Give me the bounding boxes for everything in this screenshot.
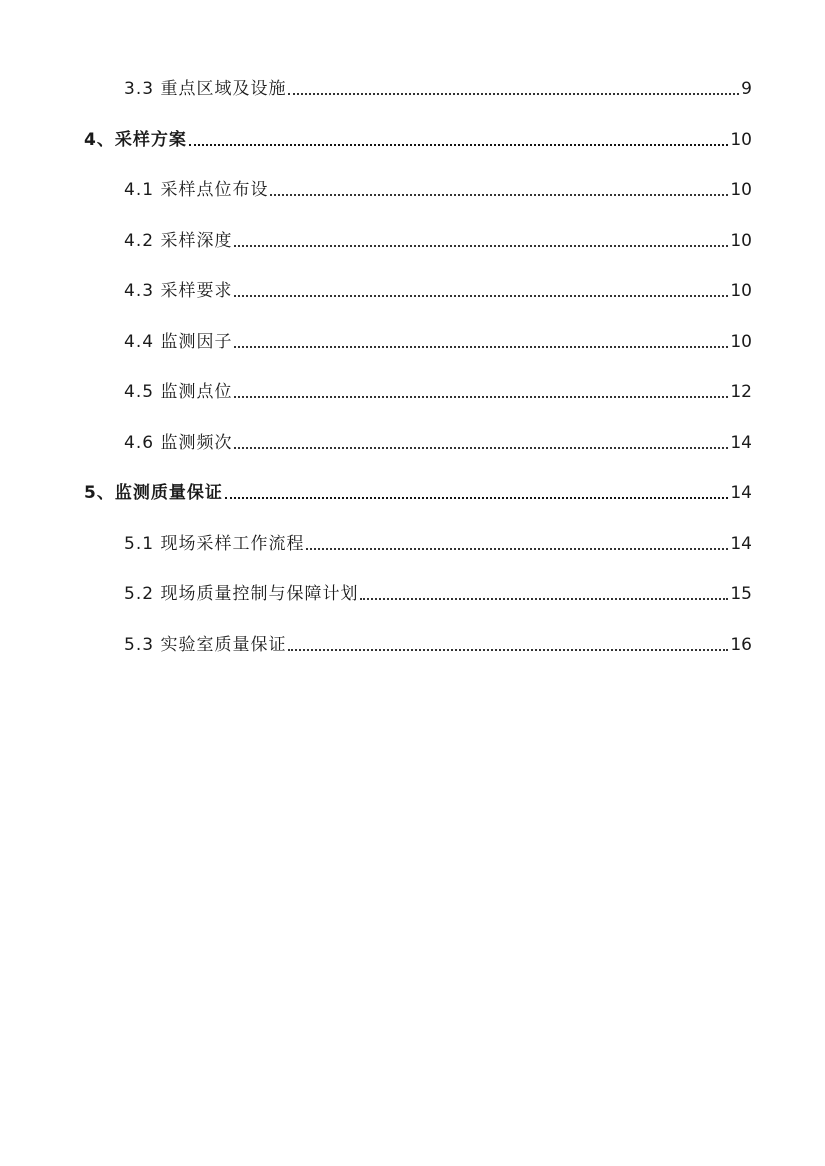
toc-entry[interactable] [124,323,752,353]
toc-entry[interactable] [124,575,752,605]
toc-entry[interactable] [124,525,752,555]
toc-entry-page: 10 [730,180,752,200]
toc-leader-dots [306,548,728,550]
toc-entry-label: 4.3 采样要求 [124,281,233,301]
toc-entry-label: 4.6 监测频次 [124,433,233,453]
toc-entry[interactable] [124,70,752,100]
toc-entry-page: 14 [730,483,752,503]
toc-entry[interactable] [84,121,752,151]
toc-entry[interactable] [124,272,752,302]
toc-entry-label: 5.2 现场质量控制与保障计划 [124,584,359,604]
toc-entry[interactable] [124,424,752,454]
toc-entry[interactable] [84,474,752,504]
toc-entry[interactable] [124,171,752,201]
toc-entry-label: 5.3 实验室质量保证 [124,635,287,655]
toc-entry-label: 5.1 现场采样工作流程 [124,534,305,554]
toc-entry[interactable] [124,222,752,252]
toc-entry-page: 14 [730,433,752,453]
toc-leader-dots [234,396,728,398]
toc-leader-dots [234,295,728,297]
toc-entry-page: 14 [730,534,752,554]
toc-leader-dots [234,447,728,449]
toc-leader-dots [360,598,728,600]
toc-entry-page: 12 [730,382,752,402]
toc-entry-page: 10 [730,332,752,352]
toc-entry-label: 3.3 重点区域及设施 [124,79,287,99]
toc-leader-dots [234,245,728,247]
toc-leader-dots [288,649,728,651]
toc-entry-page: 9 [741,79,752,99]
toc-entry-label: 4.1 采样点位布设 [124,180,269,200]
toc-entry[interactable] [124,626,752,656]
toc-entry-page: 10 [730,281,752,301]
toc-leader-dots [234,346,728,348]
toc-leader-dots [270,194,728,196]
toc-leader-dots [225,497,729,499]
toc-entry-page: 10 [730,231,752,251]
toc-leader-dots [288,93,739,95]
toc-entry-page: 15 [730,584,752,604]
toc-leader-dots [189,144,729,146]
toc-entry[interactable] [124,373,752,403]
toc-entry-page: 10 [730,130,752,150]
toc-entry-label: 4、采样方案 [84,130,187,150]
toc-entry-label: 4.5 监测点位 [124,382,233,402]
toc-entry-page: 16 [730,635,752,655]
toc-entry-label: 4.2 采样深度 [124,231,233,251]
toc-entry-label: 4.4 监测因子 [124,332,233,352]
toc-entry-label: 5、监测质量保证 [84,483,223,503]
